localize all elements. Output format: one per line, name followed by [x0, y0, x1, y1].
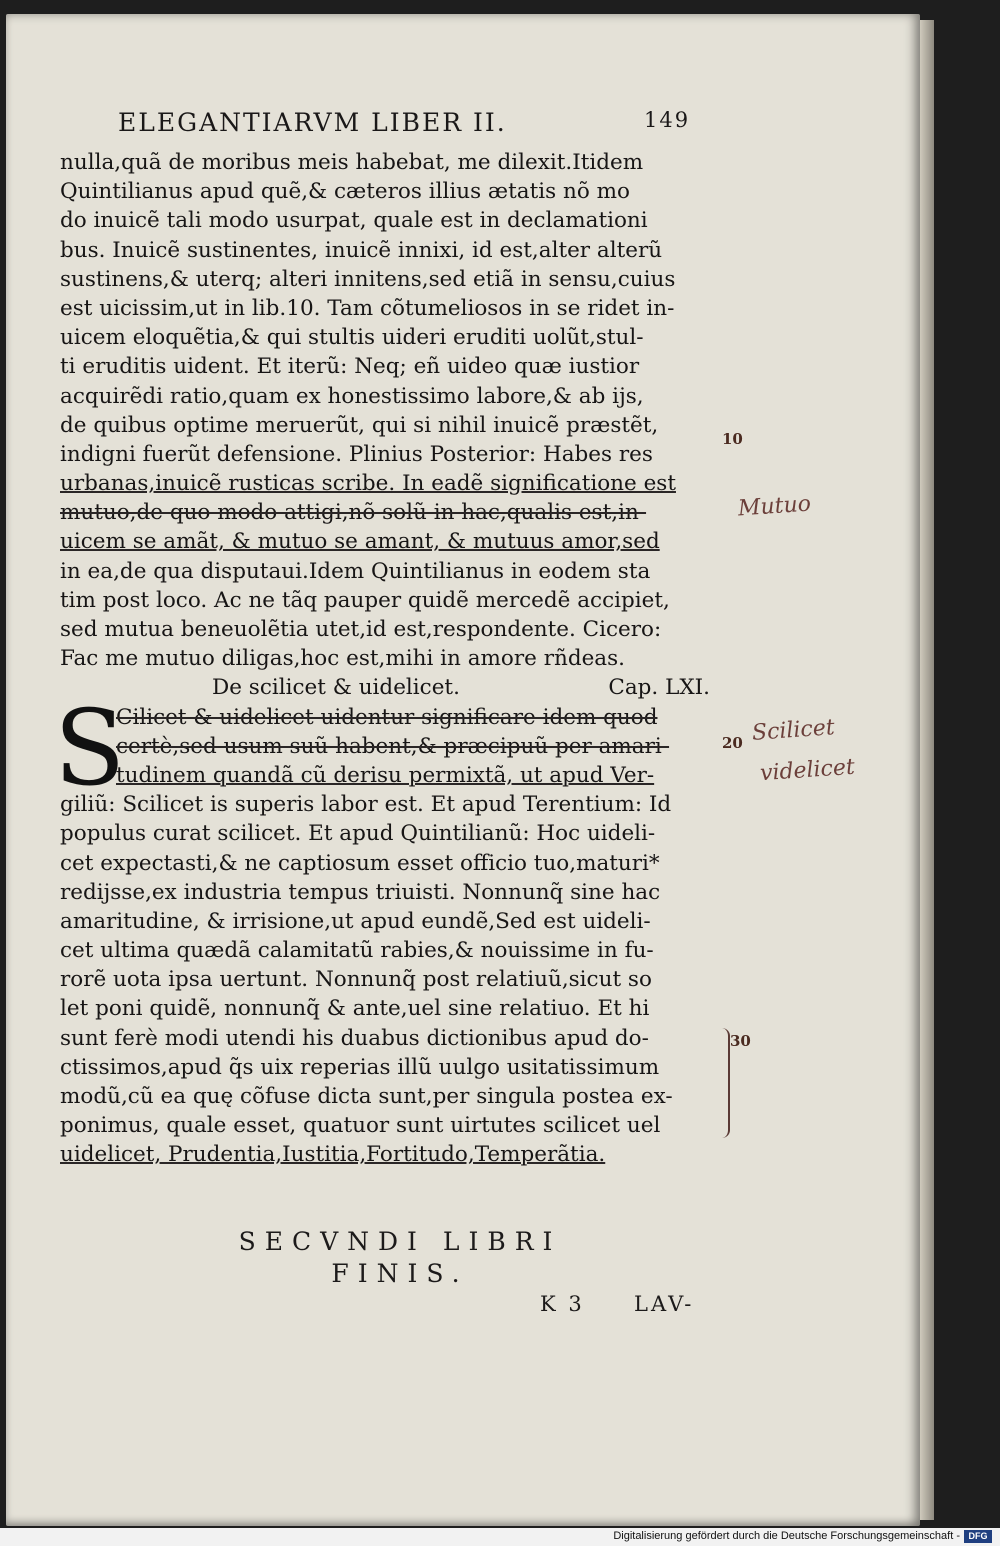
dfg-logo-icon: DFG	[964, 1530, 992, 1543]
text-line: nulla,quã de moribus meis habebat, me dilexit.Itidem	[60, 150, 644, 175]
chapter-line: giliũ: Scilicet is superis labor est. Et apud Terentium: Id	[60, 792, 672, 818]
marginal-note-scilicet: Scilicet	[751, 715, 836, 746]
text-line: Fac me mutuo diligas,hoc est,mihi in amore rñdeas.	[60, 646, 625, 672]
funding-credit: Digitalisierung gefördert durch die Deutsche Forschungsgemeinschaft -	[613, 1530, 960, 1542]
text-line-underlined: urbanas,inuicẽ rusticas scribe. In eadẽ significatione est	[60, 471, 676, 497]
chapter-line-underlined: uidelicet, Prudentia,Iustitia,Fortitudo,Temperãtia.	[60, 1142, 606, 1168]
closing-line: SECVNDI LIBRI	[238, 1227, 562, 1256]
chapter-number: Cap. LXI.	[608, 675, 710, 701]
page-body	[54, 148, 720, 1170]
chapter-line: redijsse,ex industria tempus triuisti. Nonnunq̃ sine hac	[60, 879, 661, 905]
running-header	[118, 108, 698, 142]
signature-mark: K 3	[540, 1292, 585, 1316]
chapter-line-underlined: tudinem quandã cũ derisu permixtã, ut apud Ver-	[116, 762, 655, 788]
text-line: est uicissim,ut in lib.10. Tam cõtumeliosos in se ridet in-	[60, 295, 675, 321]
chapter-line: ctissimos,apud q̃s uix reperias illũ uulgo usitatissimum	[60, 1054, 660, 1080]
line-number: 30	[730, 1032, 751, 1050]
chapter-line: populus curat scilicet. Et apud Quintilianũ: Hoc uideli-	[60, 821, 656, 847]
marginal-bracket	[716, 1028, 730, 1138]
page-number: 149	[644, 108, 691, 132]
line-number: 10	[722, 430, 743, 448]
text-line-underlined: uicem se amãt, & mutuo se amant, & mutuus amor,sed	[60, 529, 660, 555]
text-line: do inuicẽ tali modo usurpat, quale est in declamationi	[60, 208, 648, 234]
text-line: ti eruditis uident. Et iterũ: Neq; eñ uideo quæ iustior	[60, 354, 640, 380]
chapter-line: amaritudine, & irrisione,ut apud eundẽ,Sed est uideli-	[60, 908, 651, 934]
chapter-line: ponimus, quale esset, quatuor sunt uirtutes scilicet uel	[60, 1113, 661, 1139]
text-line: sed mutua beneuolẽtia utet,id est,respondente. Cicero:	[60, 617, 662, 642]
digitization-footer	[0, 1528, 1000, 1546]
line-number: 20	[722, 734, 743, 752]
catchword: LAV-	[634, 1292, 695, 1316]
running-title: ELEGANTIARVM LIBER II.	[118, 108, 507, 137]
marginal-note-videlicet: videlicet	[759, 754, 856, 787]
chapter-title: De scilicet & uidelicet.	[212, 675, 460, 701]
text-line: in ea,de qua disputaui.Idem Quintilianus in eodem sta	[60, 558, 651, 584]
text-line: de quibus optime meruerũt, qui si nihil inuicẽ præstẽt,	[60, 412, 659, 438]
text-line: acquirẽdi ratio,quam ex honestissimo labore,& ab ijs,	[60, 383, 644, 409]
marginal-note-mutuo: Mutuo	[737, 491, 812, 522]
text-line: uicem eloquẽtia,& qui stultis uideri eruditi uolũt,stul-	[60, 325, 644, 351]
text-line: tim post loco. Ac ne tãq pauper quidẽ mercedẽ accipiet,	[60, 587, 670, 613]
chapter-line: cet ultima quædã calamitatũ rabies,& nouissime in fu-	[60, 938, 654, 964]
text-line: bus. Inuicẽ sustinentes, inuicẽ innixi, id est,alter alterũ	[60, 237, 663, 263]
page-edge	[920, 20, 934, 1520]
text-line: indigni fuerũt defensione. Plinius Posterior: Habes res	[60, 441, 653, 467]
book-closing	[190, 1226, 610, 1290]
text-line-struck: mutuo,de quo modo attigi,nõ solũ in hac,qualis est,in-	[60, 500, 647, 526]
chapter-line: sunt ferè modi utendi his duabus dictionibus apud do-	[60, 1025, 649, 1051]
chapter-line-struck: certè,sed usum suũ habent,& præcipuũ per amari-	[116, 733, 670, 759]
chapter-heading	[60, 673, 720, 702]
chapter-line: modũ,cũ ea quę cõfuse dicta sunt,per singula postea ex-	[60, 1084, 673, 1109]
drop-capital: S	[54, 687, 126, 809]
closing-line: FINIS.	[331, 1259, 469, 1288]
chapter-line: cet expectasti,& ne captiosum esset officio tuo,maturi*	[60, 850, 660, 876]
chapter-line: rorẽ uota ipsa uertunt. Nonnunq̃ post relatiuũ,sicut so	[60, 967, 652, 993]
text-line: Quintilianus apud quẽ,& cæteros illius ætatis nõ mo	[60, 179, 630, 205]
chapter-line-struck: Cilicet & uidelicet uidentur significare idem quod	[116, 704, 658, 730]
text-line: sustinens,& uterq; alteri innitens,sed etiã in sensu,cuius	[60, 266, 676, 292]
chapter-line: let poni quidẽ, nonnunq̃ & ante,uel sine relatiuo. Et hi	[60, 996, 650, 1022]
